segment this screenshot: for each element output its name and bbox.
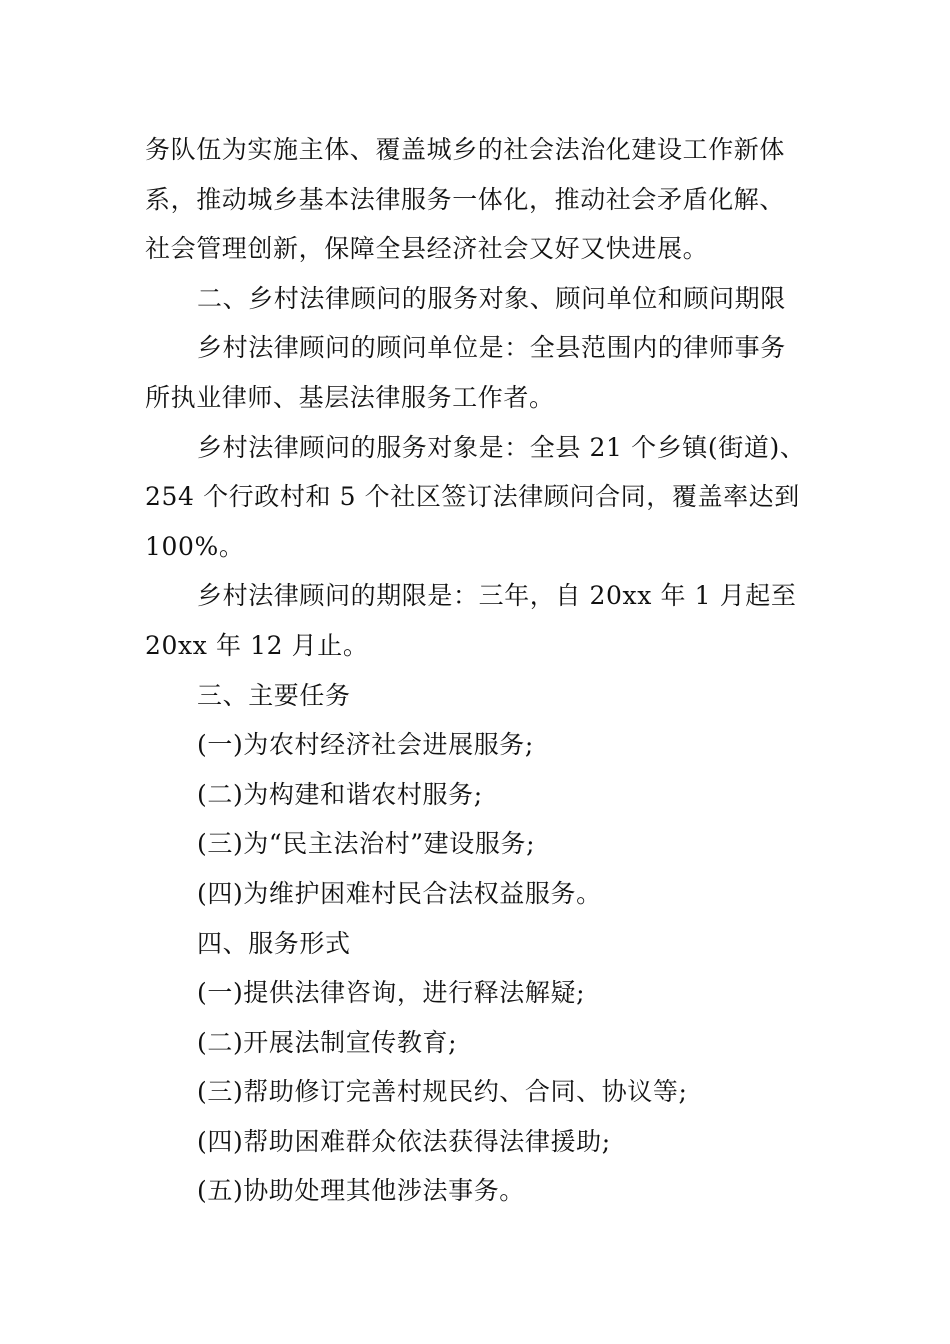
list-item-task-1: (一)为农村经济社会进展服务; xyxy=(197,730,534,760)
text-line-11: 20xx 年 12 月止。 xyxy=(145,630,369,660)
document-page xyxy=(145,125,815,1216)
list-item-form-5: (五)协助处理其他涉法事务。 xyxy=(197,1176,525,1206)
text-line-7: 乡村法律顾问的服务对象是：全县 21 个乡镇(街道)、 xyxy=(197,432,806,462)
list-item-task-2: (二)为构建和谐农村服务; xyxy=(197,779,483,809)
list-item-form-2: (二)开展法制宣传教育; xyxy=(197,1027,458,1057)
section-heading-2: 二、乡村法律顾问的服务对象、顾问单位和顾问期限 xyxy=(197,283,786,313)
list-item-task-3: (三)为“民主法治村”建设服务; xyxy=(197,829,536,859)
text-line-3: 社会管理创新，保障全县经济社会又好又快进展。 xyxy=(145,234,709,264)
list-item-form-4: (四)帮助困难群众依法获得法律援助; xyxy=(197,1126,611,1156)
text-line-2: 系，推动城乡基本法律服务一体化，推动社会矛盾化解、 xyxy=(145,184,786,214)
text-line-6: 所执业律师、基层法律服务工作者。 xyxy=(145,382,555,412)
text-line-10: 乡村法律顾问的期限是：三年，自 20xx 年 1 月起至 xyxy=(197,581,797,611)
list-item-task-4: (四)为维护困难村民合法权益服务。 xyxy=(197,878,602,908)
text-line-1: 务队伍为实施主体、覆盖城乡的社会法治化建设工作新体 xyxy=(145,135,786,164)
list-item-form-1: (一)提供法律咨询，进行释法解疑; xyxy=(197,978,586,1008)
text-line-5: 乡村法律顾问的顾问单位是：全县范围内的律师事务 xyxy=(197,333,786,363)
section-heading-3: 三、主要任务 xyxy=(197,680,351,710)
text-line-8: 254 个行政村和 5 个社区签订法律顾问合同，覆盖率达到 xyxy=(145,482,800,512)
text-line-9: 100%。 xyxy=(145,531,245,561)
list-item-form-3: (三)帮助修订完善村规民约、合同、协议等; xyxy=(197,1077,688,1107)
section-heading-4: 四、服务形式 xyxy=(197,928,351,958)
